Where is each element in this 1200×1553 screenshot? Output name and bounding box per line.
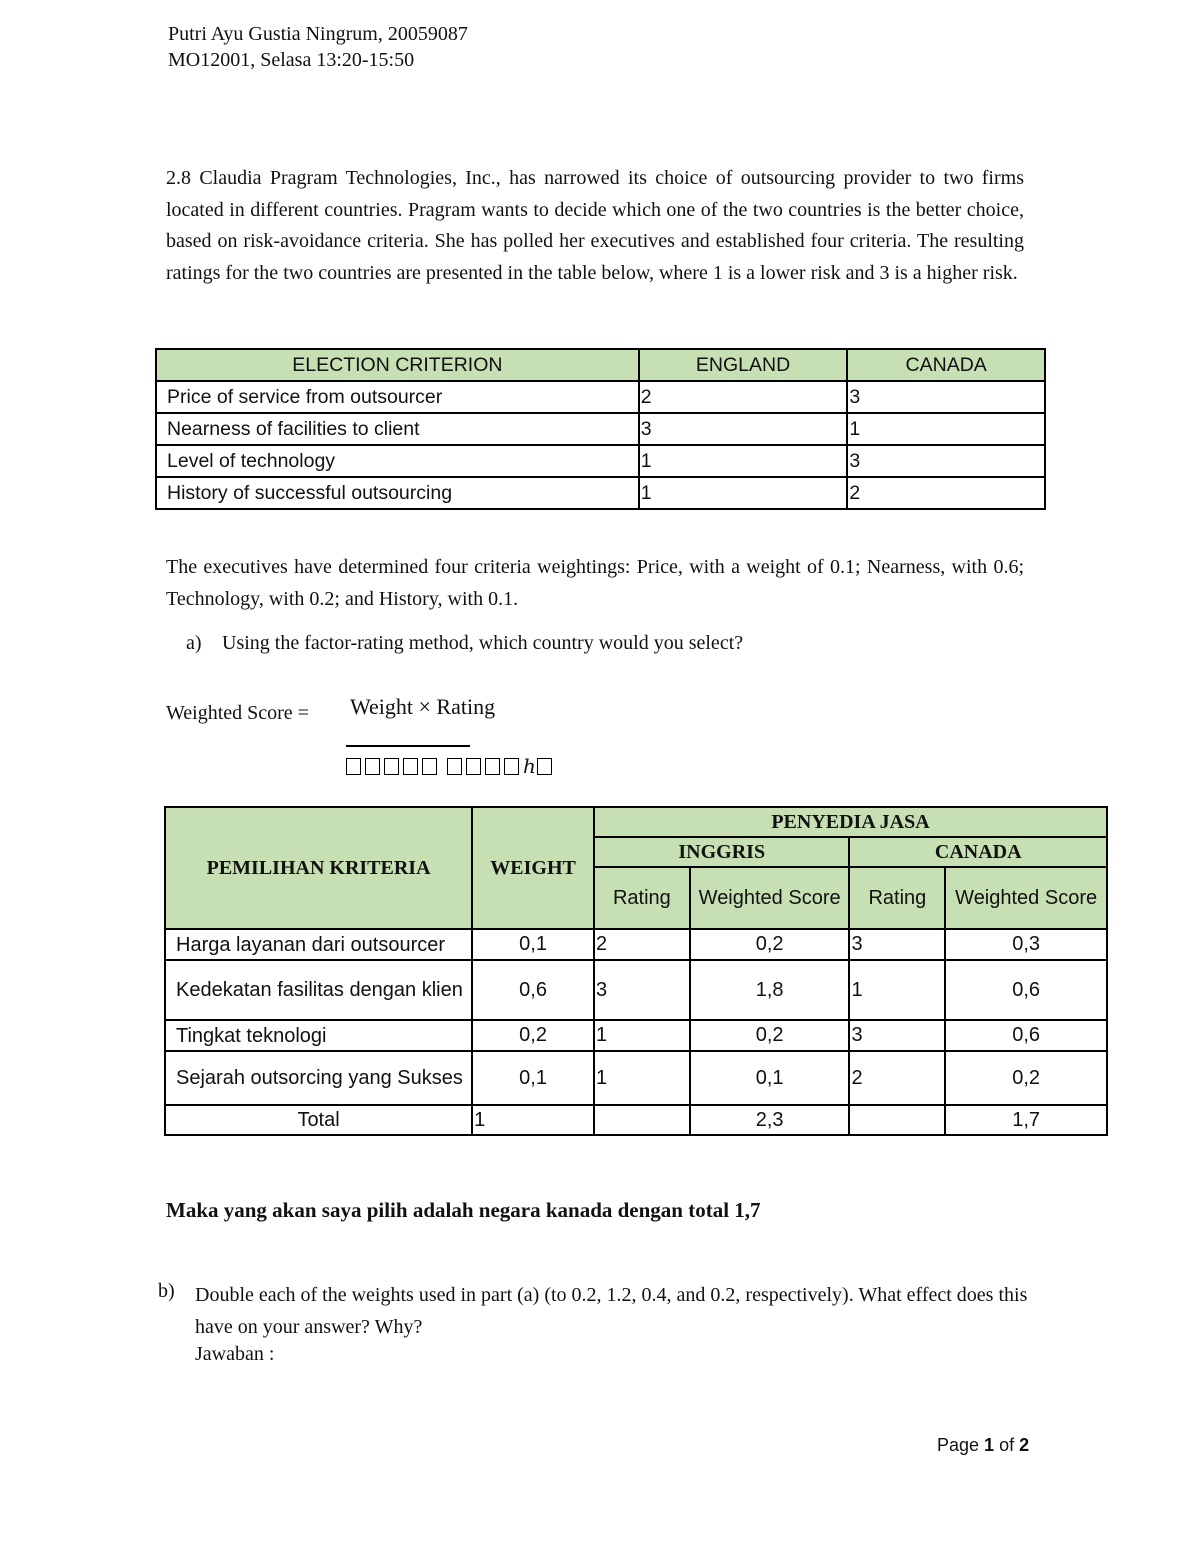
england-cell: 3 <box>639 413 848 445</box>
criterion-cell: Sejarah outsorcing yang Sukses <box>165 1051 472 1105</box>
score-canada-cell: 0,2 <box>945 1051 1107 1105</box>
criterion-cell: History of successful outsourcing <box>156 477 639 509</box>
formula-lhs: Weighted Score = <box>166 702 309 724</box>
header-canada: CANADA <box>849 837 1107 867</box>
formula-denominator <box>346 754 556 779</box>
page-prefix: Page <box>937 1435 985 1455</box>
question-a-marker: a) <box>186 632 202 654</box>
missing-glyph-icon <box>422 758 437 775</box>
header-criterion: ELECTION CRITERION <box>156 349 639 381</box>
canada-cell: 2 <box>847 477 1045 509</box>
empty-cell <box>594 1105 690 1135</box>
canada-cell: 1 <box>847 413 1045 445</box>
rating-inggris-cell: 2 <box>594 929 690 960</box>
header-rating-canada: Rating <box>849 867 945 929</box>
england-cell: 2 <box>639 381 848 413</box>
header-weight: WEIGHT <box>472 807 594 929</box>
weight-cell: 0,2 <box>472 1020 594 1051</box>
table-row <box>165 1020 1107 1051</box>
conclusion-text: Maka yang akan saya pilih adalah negara kanada dengan total 1,7 <box>166 1198 761 1222</box>
table-row <box>156 381 1045 413</box>
rating-canada-cell: 2 <box>849 1051 945 1105</box>
table-row <box>156 445 1045 477</box>
header-provider-group: PENYEDIA JASA <box>594 807 1107 837</box>
page-total: 2 <box>1019 1435 1030 1455</box>
missing-glyph-icon <box>537 758 552 775</box>
missing-glyph-icon <box>403 758 418 775</box>
score-inggris-cell: 0,2 <box>690 1020 850 1051</box>
score-inggris-cell: 0,2 <box>690 929 850 960</box>
weighted-score-table <box>164 806 1108 1136</box>
missing-glyph-icon <box>346 758 361 775</box>
canada-cell: 3 <box>847 381 1045 413</box>
header-canada: CANADA <box>847 349 1045 381</box>
total-weight: 1 <box>472 1105 594 1135</box>
header-weighted-canada: Weighted Score <box>945 867 1107 929</box>
fraction-bar <box>346 745 470 747</box>
weights-text: The executives have determined four criteria weightings: Price, with a weight of 0.1; Nearness, with 0.6; Technology, with 0.2; and History, with 0.1. <box>166 556 1024 610</box>
missing-glyph-icon <box>466 758 481 775</box>
header-rating-inggris: Rating <box>594 867 690 929</box>
page-current: 1 <box>984 1435 995 1455</box>
question-a-text: Using the factor-rating method, which country would you select? <box>222 632 744 654</box>
question-b-text: Double each of the weights used in part (a) (to 0.2, 1.2, 0.4, and 0.2, respectively). What effect does this have on your answer? Why? <box>195 1284 1028 1338</box>
missing-glyph-icon <box>485 758 500 775</box>
score-canada-cell: 0,3 <box>945 929 1107 960</box>
table-row <box>165 960 1107 1020</box>
england-cell: 1 <box>639 477 848 509</box>
missing-glyph-icon <box>447 758 462 775</box>
page-mid: of <box>994 1435 1020 1455</box>
header-england: ENGLAND <box>639 349 848 381</box>
score-canada-cell: 0,6 <box>945 960 1107 1020</box>
criterion-cell: Price of service from outsourcer <box>156 381 639 413</box>
question-b-marker: b) <box>158 1280 175 1302</box>
england-cell: 1 <box>639 445 848 477</box>
page-number <box>937 1435 1029 1456</box>
criterion-cell: Kedekatan fasilitas dengan klien <box>165 960 472 1020</box>
total-score-inggris: 2,3 <box>690 1105 850 1135</box>
header-inggris: INGGRIS <box>594 837 849 867</box>
rating-canada-cell: 3 <box>849 929 945 960</box>
ratings-table-header <box>156 349 1045 381</box>
table-row <box>156 477 1045 509</box>
score-inggris-cell: 0,1 <box>690 1051 850 1105</box>
header-criteria: PEMILIHAN KRITERIA <box>165 807 472 929</box>
rating-inggris-cell: 1 <box>594 1020 690 1051</box>
weight-cell: 0,1 <box>472 929 594 960</box>
formula-numerator: Weight × Rating <box>350 694 496 719</box>
score-inggris-cell: 1,8 <box>690 960 850 1020</box>
missing-glyph-icon <box>365 758 380 775</box>
rating-canada-cell: 1 <box>849 960 945 1020</box>
problem-text: 2.8 Claudia Pragram Technologies, Inc., has narrowed its choice of outsourcing provider to two firms located in different countries. Pragram wants to decide which one of the two countries is the better choice, based on risk-avoidance criteria. She has polled her executives and established four criteria. The resulting ratings for the two countries are presented in the table below, where 1 is a lower risk and 3 is a higher risk. <box>166 167 1024 284</box>
criterion-cell: Nearness of facilities to client <box>156 413 639 445</box>
table-row <box>165 929 1107 960</box>
total-row <box>165 1105 1107 1135</box>
group-header-row <box>165 807 1107 837</box>
rating-inggris-cell: 1 <box>594 1051 690 1105</box>
total-label: Total <box>165 1105 472 1135</box>
missing-glyph-icon <box>384 758 399 775</box>
rating-canada-cell: 3 <box>849 1020 945 1051</box>
table-row <box>156 413 1045 445</box>
ratings-table <box>155 348 1046 510</box>
empty-cell <box>849 1105 945 1135</box>
missing-glyph-icon <box>504 758 519 775</box>
header-weighted-inggris: Weighted Score <box>690 867 850 929</box>
score-canada-cell: 0,6 <box>945 1020 1107 1051</box>
criterion-cell: Harga layanan dari outsourcer <box>165 929 472 960</box>
total-score-canada: 1,7 <box>945 1105 1107 1135</box>
criterion-cell: Tingkat teknologi <box>165 1020 472 1051</box>
author-line: Putri Ayu Gustia Ningrum, 20059087 <box>168 23 468 45</box>
criterion-cell: Level of technology <box>156 445 639 477</box>
answer-label: Jawaban : <box>195 1343 275 1365</box>
weight-cell: 0,1 <box>472 1051 594 1105</box>
weight-cell: 0,6 <box>472 960 594 1020</box>
table-row <box>165 1051 1107 1105</box>
rating-inggris-cell: 3 <box>594 960 690 1020</box>
formula-glyph: h <box>523 754 537 778</box>
canada-cell: 3 <box>847 445 1045 477</box>
class-line: MO12001, Selasa 13:20-15:50 <box>168 49 415 71</box>
